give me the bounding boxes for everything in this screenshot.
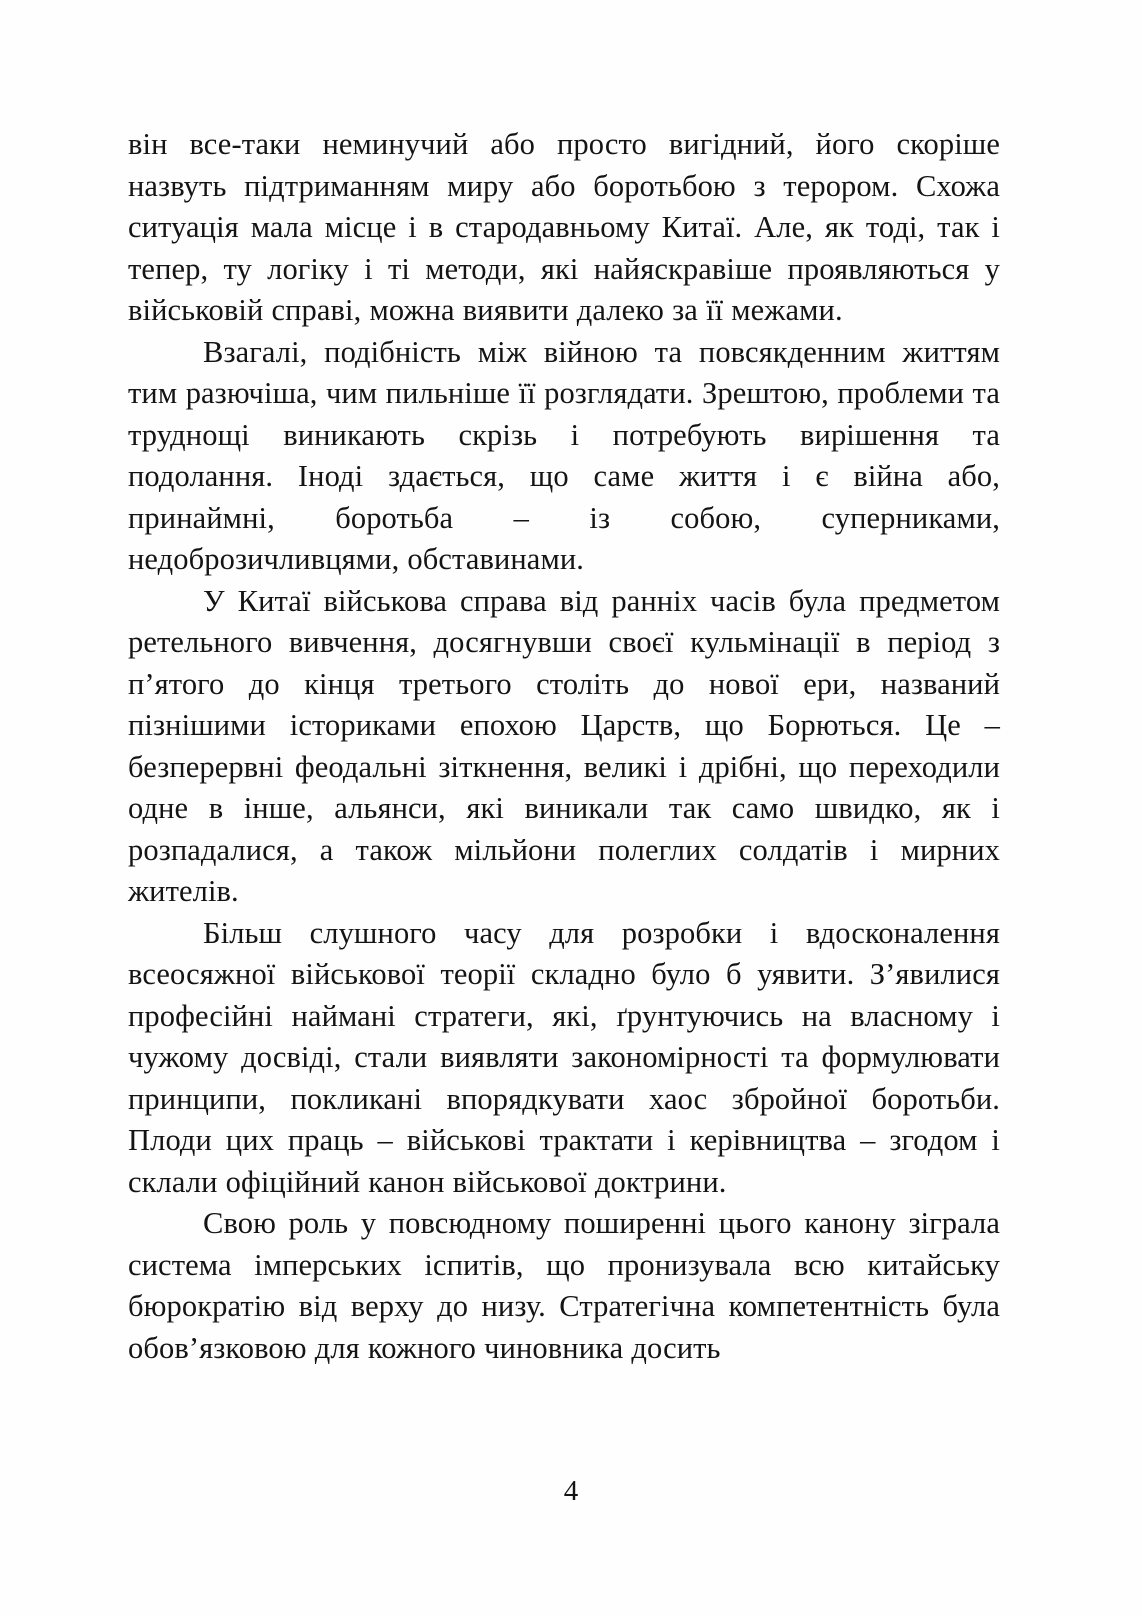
body-paragraph: Більш слушного часу для розробки і вдосконалення всеосяжної військової теорії складно було б уявити. З’явилися професійні наймані стратеги, які, ґрунтуючись на власному і чужому досвіді, стали виявляти закономірності та формулювати принципи, покликані впорядкувати хаос збройної боротьби. Плоди цих праць – військові трактати і керівництва – згодом і склали офіційний канон військової доктрини. <box>128 915 1000 1199</box>
text-column <box>128 124 1000 1369</box>
body-paragraph: Свою роль у повсюдному поширенні цього канону зіграла система імперських іспитів, що пронизувала всю китайську бюрократію від верху до низу. Стратегічна компетентність була обов’язковою для кожного чиновника досить <box>128 1206 1000 1365</box>
page-number: 4 <box>563 1475 579 1507</box>
body-paragraph: У Китаї військова справа від ранніх часів була предметом ретельного вивчення, досягнувши своєї кульмінації в період з п’ятого до кінця третього століть до нової ери, названий пізнішими істориками епохою Царств, що Борються. Це – безперервні феодальні зіткнення, великі і дрібні, що переходили одне в інше, альянси, які виникали так само швидко, як і розпадалися, а також мільйони полеглих солдатів і мирних жителів. <box>128 583 1000 908</box>
body-paragraph: Взагалі, подібність між війною та повсякденним життям тим разючіша, чим пильніше її розглядати. Зрештою, проблеми та труднощі виникають скрізь і потребують вирішення та подолання. Іноді здається, що саме життя і є війна або, принаймні, боротьба – із собою, суперниками, недоброзичливцями, обставинами. <box>128 334 1000 576</box>
body-paragraph: він все-таки неминучий або просто вигідний, його скоріше назвуть підтриманням миру або боротьбою з терором. Схожа ситуація мала місце і в стародавньому Китаї. Але, як тоді, так і тепер, ту логіку і ті методи, які найяскравіше проявляються у військовій справі, можна виявити далеко за її межами. <box>128 127 1000 327</box>
